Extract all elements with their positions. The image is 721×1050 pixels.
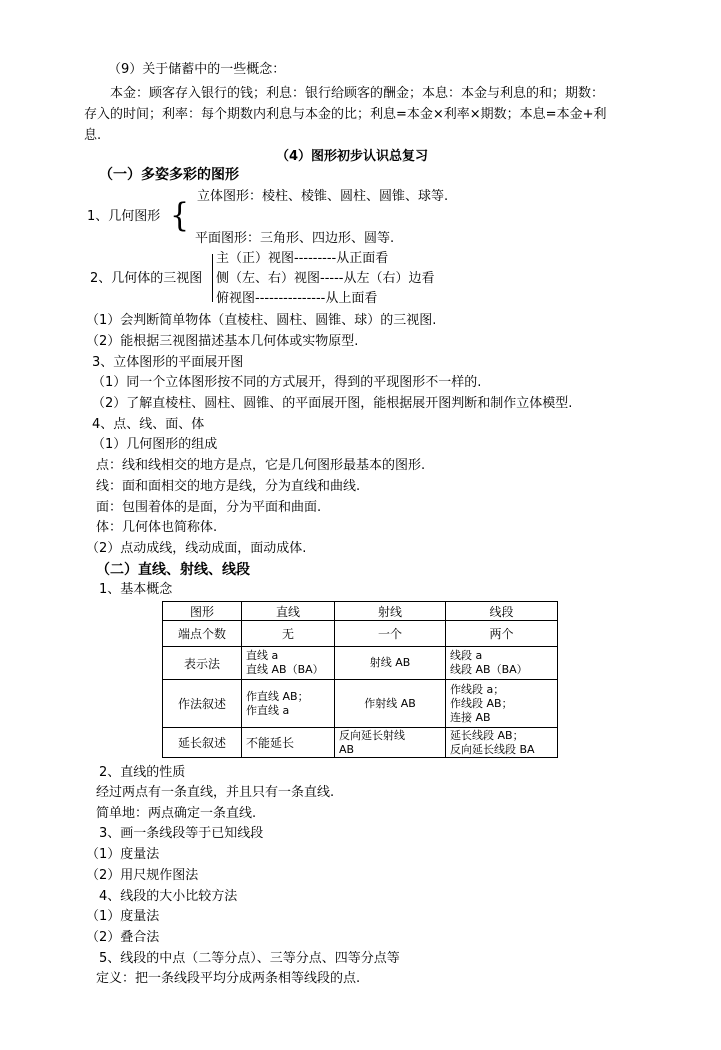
concepts-table [162, 601, 558, 758]
line-prop-7: 4、线段的大小比较方法 [99, 889, 238, 904]
cell-line: 作线段 a； [450, 682, 505, 696]
table-header: 图形 [163, 602, 242, 621]
line-prop-9: （2）叠合法 [86, 930, 160, 945]
table-header: 射线 [335, 602, 446, 621]
line-prop-10: 5、线段的中点（二等分点）、三等分点、四等分点等 [99, 951, 400, 966]
cell-line: 反向延长射线 [339, 728, 405, 742]
table-cell [242, 647, 335, 680]
view-brace-line [212, 254, 213, 302]
cell-line: 反向延长线段 BA [450, 742, 535, 756]
table-header-row [163, 602, 558, 621]
basic-concepts: 1、基本概念 [99, 582, 173, 597]
para-3: 3、立体图形的平面展开图 [92, 355, 244, 370]
table-header: 直线 [242, 602, 335, 621]
cell-line: 直线 AB（BA） [246, 663, 324, 676]
table-row [163, 621, 558, 647]
para-11: 体：几何体也简称体. [96, 520, 218, 535]
para-9: 线：面和面相交的地方是线，分为直线和曲线. [96, 479, 361, 494]
cell-line: 线段 AB（BA） [450, 663, 528, 676]
savings-heading: （9）关于储蓄中的一些概念： [108, 62, 286, 77]
part2-title: （二）直线、射线、线段 [96, 562, 250, 578]
para-4: （1）同一个立体图形按不同的方式展开，得到的平现图形不一样的. [92, 375, 482, 390]
para-8: 点：线和线相交的地方是点，它是几何图形最基本的图形. [96, 458, 426, 473]
table-cell: 表示法 [163, 647, 242, 680]
para-2: （2）能根据三视图描述基本几何体或实物原型. [86, 334, 359, 349]
table-header: 线段 [446, 602, 558, 621]
para-5: （2）了解直棱柱、圆柱、圆锥、的平面展开图，能根据展开图判断和制作立体模型. [92, 396, 573, 411]
line-prop-11: 定义：把一条线段平均分成两条相等线段的点. [96, 971, 361, 986]
cell-line: 作线段 AB； [450, 696, 513, 710]
view-label: 2、几何体的三视图 [90, 271, 203, 286]
view-top: 俯视图---------------从上面看 [216, 291, 378, 306]
line-prop-6: （2）用尺规作图法 [86, 868, 199, 883]
table-cell: 作法叙述 [163, 680, 242, 728]
cell-line: 延长线段 AB； [450, 728, 524, 742]
table-cell: 一个 [335, 621, 446, 647]
table-cell [242, 680, 335, 728]
savings-line-2: 存入的时间；利率：每个期数内利息与本金的比；利息=本金×利率×期数；本息=本金+利 [84, 107, 607, 122]
section-title: （4）图形初步认识总复习 [276, 149, 429, 164]
para-12: （2）点动成线，线动成面，面动成体. [86, 541, 307, 556]
part1-title: （一）多姿多彩的图形 [99, 167, 239, 183]
savings-line-1: 本金：顾客存入银行的钱；利息：银行给顾客的酬金；本息：本金与利息的和；期数： [110, 86, 605, 101]
line-prop-8: （1）度量法 [86, 909, 160, 924]
para-7: （1）几何图形的组成 [92, 437, 218, 452]
table-cell: 延长叙述 [163, 728, 242, 758]
cell-line: 直线 a [246, 649, 279, 662]
line-prop-4: 3、画一条线段等于已知线段 [99, 826, 264, 841]
table-cell: 作射线 AB [335, 680, 446, 728]
para-10: 面：包围着体的是面，分为平面和曲面. [96, 500, 322, 515]
table-cell [446, 647, 558, 680]
cell-line: 连接 AB [450, 710, 491, 724]
line-prop-1: 2、直线的性质 [99, 765, 186, 780]
para-6: 4、点、线、面、体 [92, 417, 205, 432]
table-row [163, 647, 558, 680]
cell-line: 作直线 a [246, 703, 290, 717]
table-cell: 不能延长 [242, 728, 335, 758]
geo-brace: { [170, 196, 190, 235]
table-cell [335, 728, 446, 758]
line-prop-3: 简单地：两点确定一条直线. [96, 806, 257, 821]
table-cell: 射线 AB [335, 647, 446, 680]
line-prop-2: 经过两点有一条直线，并且只有一条直线. [96, 785, 335, 800]
table-row [163, 728, 558, 758]
table-cell [446, 680, 558, 728]
cell-line: AB [339, 742, 355, 756]
savings-line-3: 息. [84, 128, 102, 143]
line-prop-5: （1）度量法 [86, 847, 160, 862]
cell-line: 线段 a [450, 649, 483, 662]
table-row [163, 680, 558, 728]
cell-line: 作直线 AB； [246, 689, 309, 703]
table-cell: 两个 [446, 621, 558, 647]
geo-plane: 平面图形：三角形、四边形、圆等. [195, 231, 395, 246]
table-cell [446, 728, 558, 758]
view-front: 主（正）视图---------从正面看 [216, 251, 389, 266]
para-1: （1）会判断简单物体（直棱柱、圆柱、圆锥、球）的三视图. [86, 313, 437, 328]
view-side: 侧（左、右）视图-----从左（右）边看 [216, 271, 435, 286]
geo-label: 1、几何图形 [87, 209, 161, 224]
geo-solid: 立体图形：棱柱、棱锥、圆柱、圆锥、球等. [197, 189, 449, 204]
table-cell: 无 [242, 621, 335, 647]
table-cell: 端点个数 [163, 621, 242, 647]
